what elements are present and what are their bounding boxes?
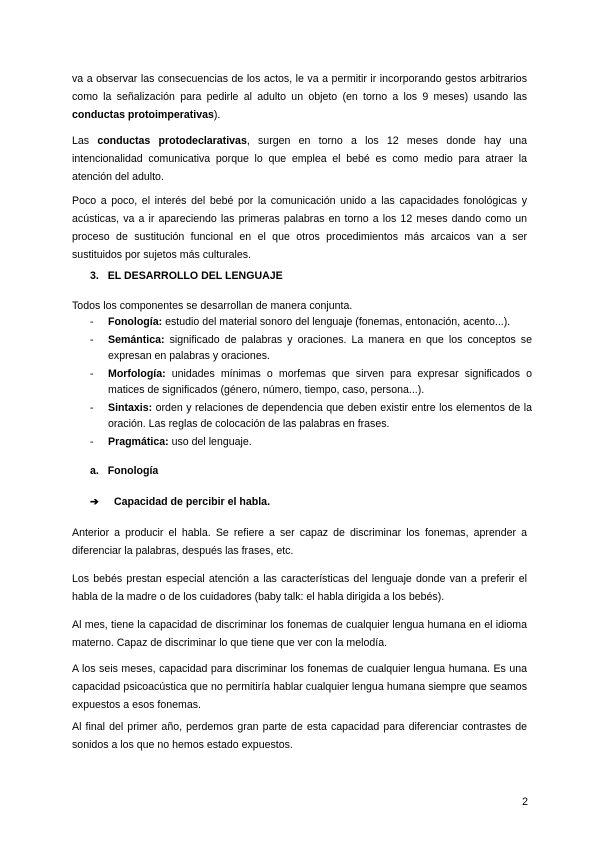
paragraph-al-mes: Al mes, tiene la capacidad de discriminar los fonemas de cualquier lengua humana en el idioma materno. Capaz de discriminar lo que tiene que ver con la melodía. [72, 619, 527, 649]
paragraph-protodeclarativas [72, 132, 527, 186]
bold-term: conductas protodeclarativas [97, 135, 247, 147]
dash-marker: - [90, 316, 94, 328]
paragraph-percepcion: Anterior a producir el habla. Se refiere a ser capaz de discriminar los fonemas, aprender a diferenciar la palabras, después las frases, etc. [72, 527, 527, 557]
list-term: Morfología: [108, 368, 166, 380]
list-term: Sintaxis: [108, 402, 153, 414]
arrow-heading [90, 496, 270, 508]
arrow-heading-title: Capacidad de percibir el habla. [114, 496, 271, 508]
paragraph-primer-ano: Al final del primer año, perdemos gran parte de esta capacidad para diferenciar contrastes de sonidos a los que no hemos estado expuestos. [72, 721, 527, 751]
text-run: va a observar las consecuencias de los actos, le va a permitir ir incorporando gestos arbitrarios como la señalización para pedirle al adulto un objeto (en torno a los 9 meses) usando las [72, 73, 527, 103]
list-item [72, 332, 532, 364]
section-title: EL DESARROLLO DEL LENGUAJE [107, 270, 283, 282]
bold-term: conductas protoimperativas [72, 109, 214, 121]
dash-marker: - [90, 334, 94, 346]
dash-marker: - [90, 402, 94, 414]
text-run: , surgen en torno a los 12 meses donde hay una intencionalidad comunicativa porque lo que emplea el bebé es como medio para atraer la atención del adulto. [72, 135, 527, 183]
subsection-heading [90, 465, 158, 477]
page-number: 2 [522, 796, 528, 808]
section-number: 3. [90, 270, 99, 282]
text-run: ). [213, 109, 221, 121]
text-run: Las [72, 135, 98, 147]
paragraph-protoimperativas [72, 70, 527, 124]
arrow-right-icon: ➔ [90, 496, 99, 508]
subsection-title: Fonología [107, 465, 159, 477]
list-term: Fonología: [108, 316, 163, 328]
list-item [72, 434, 532, 450]
dash-marker: - [90, 368, 94, 380]
list-term: Semántica: [108, 334, 165, 346]
list-term: Pragmática: [108, 436, 169, 448]
paragraph-primeras-palabras: Poco a poco, el interés del bebé por la comunicación unido a las capacidades fonológicas y acústicas, va a ir apareciendo las primeras palabras en torno a los 12 meses dando como un proceso de sustitución funcional en el que otros procedimientos más arcaicos van a ser sustituidos por sujetos más culturales. [72, 195, 527, 261]
paragraph-seis-meses: A los seis meses, capacidad para discriminar los fonemas de cualquier lengua humana. Es una capacidad psicoacústica que no permitiría hablar cualquier lengua humana siempre que seamos expuestos a esos fonemas. [72, 663, 527, 711]
list-desc: unidades mínimas o morfemas que sirven para expresar significados o matices de significados (género, número, tiempo, caso, persona...). [108, 368, 532, 396]
list-desc: significado de palabras y oraciones. La manera en que los conceptos se expresan en palabras y oraciones. [108, 334, 532, 362]
section-heading [90, 270, 283, 282]
list-desc: estudio del material sonoro del lenguaje (fonemas, entonación, acento...). [162, 316, 511, 328]
dash-marker: - [90, 436, 94, 448]
paragraph-baby-talk: Los bebés prestan especial atención a las características del lenguaje donde van a preferir el habla de la madre o de los cuidadores (baby talk: el habla dirigida a los bebés). [72, 573, 527, 603]
list-desc: orden y relaciones de dependencia que deben existir entre los elementos de la oración. Las reglas de colocación de las palabras en frases. [108, 402, 532, 430]
list-item [72, 314, 532, 330]
list-desc: uso del lenguaje. [168, 436, 252, 448]
list-item [72, 400, 532, 432]
subsection-letter: a. [90, 465, 99, 477]
paragraph-intro: Todos los componentes se desarrollan de manera conjunta. [72, 300, 353, 312]
list-item [72, 366, 532, 398]
components-list [72, 314, 532, 450]
